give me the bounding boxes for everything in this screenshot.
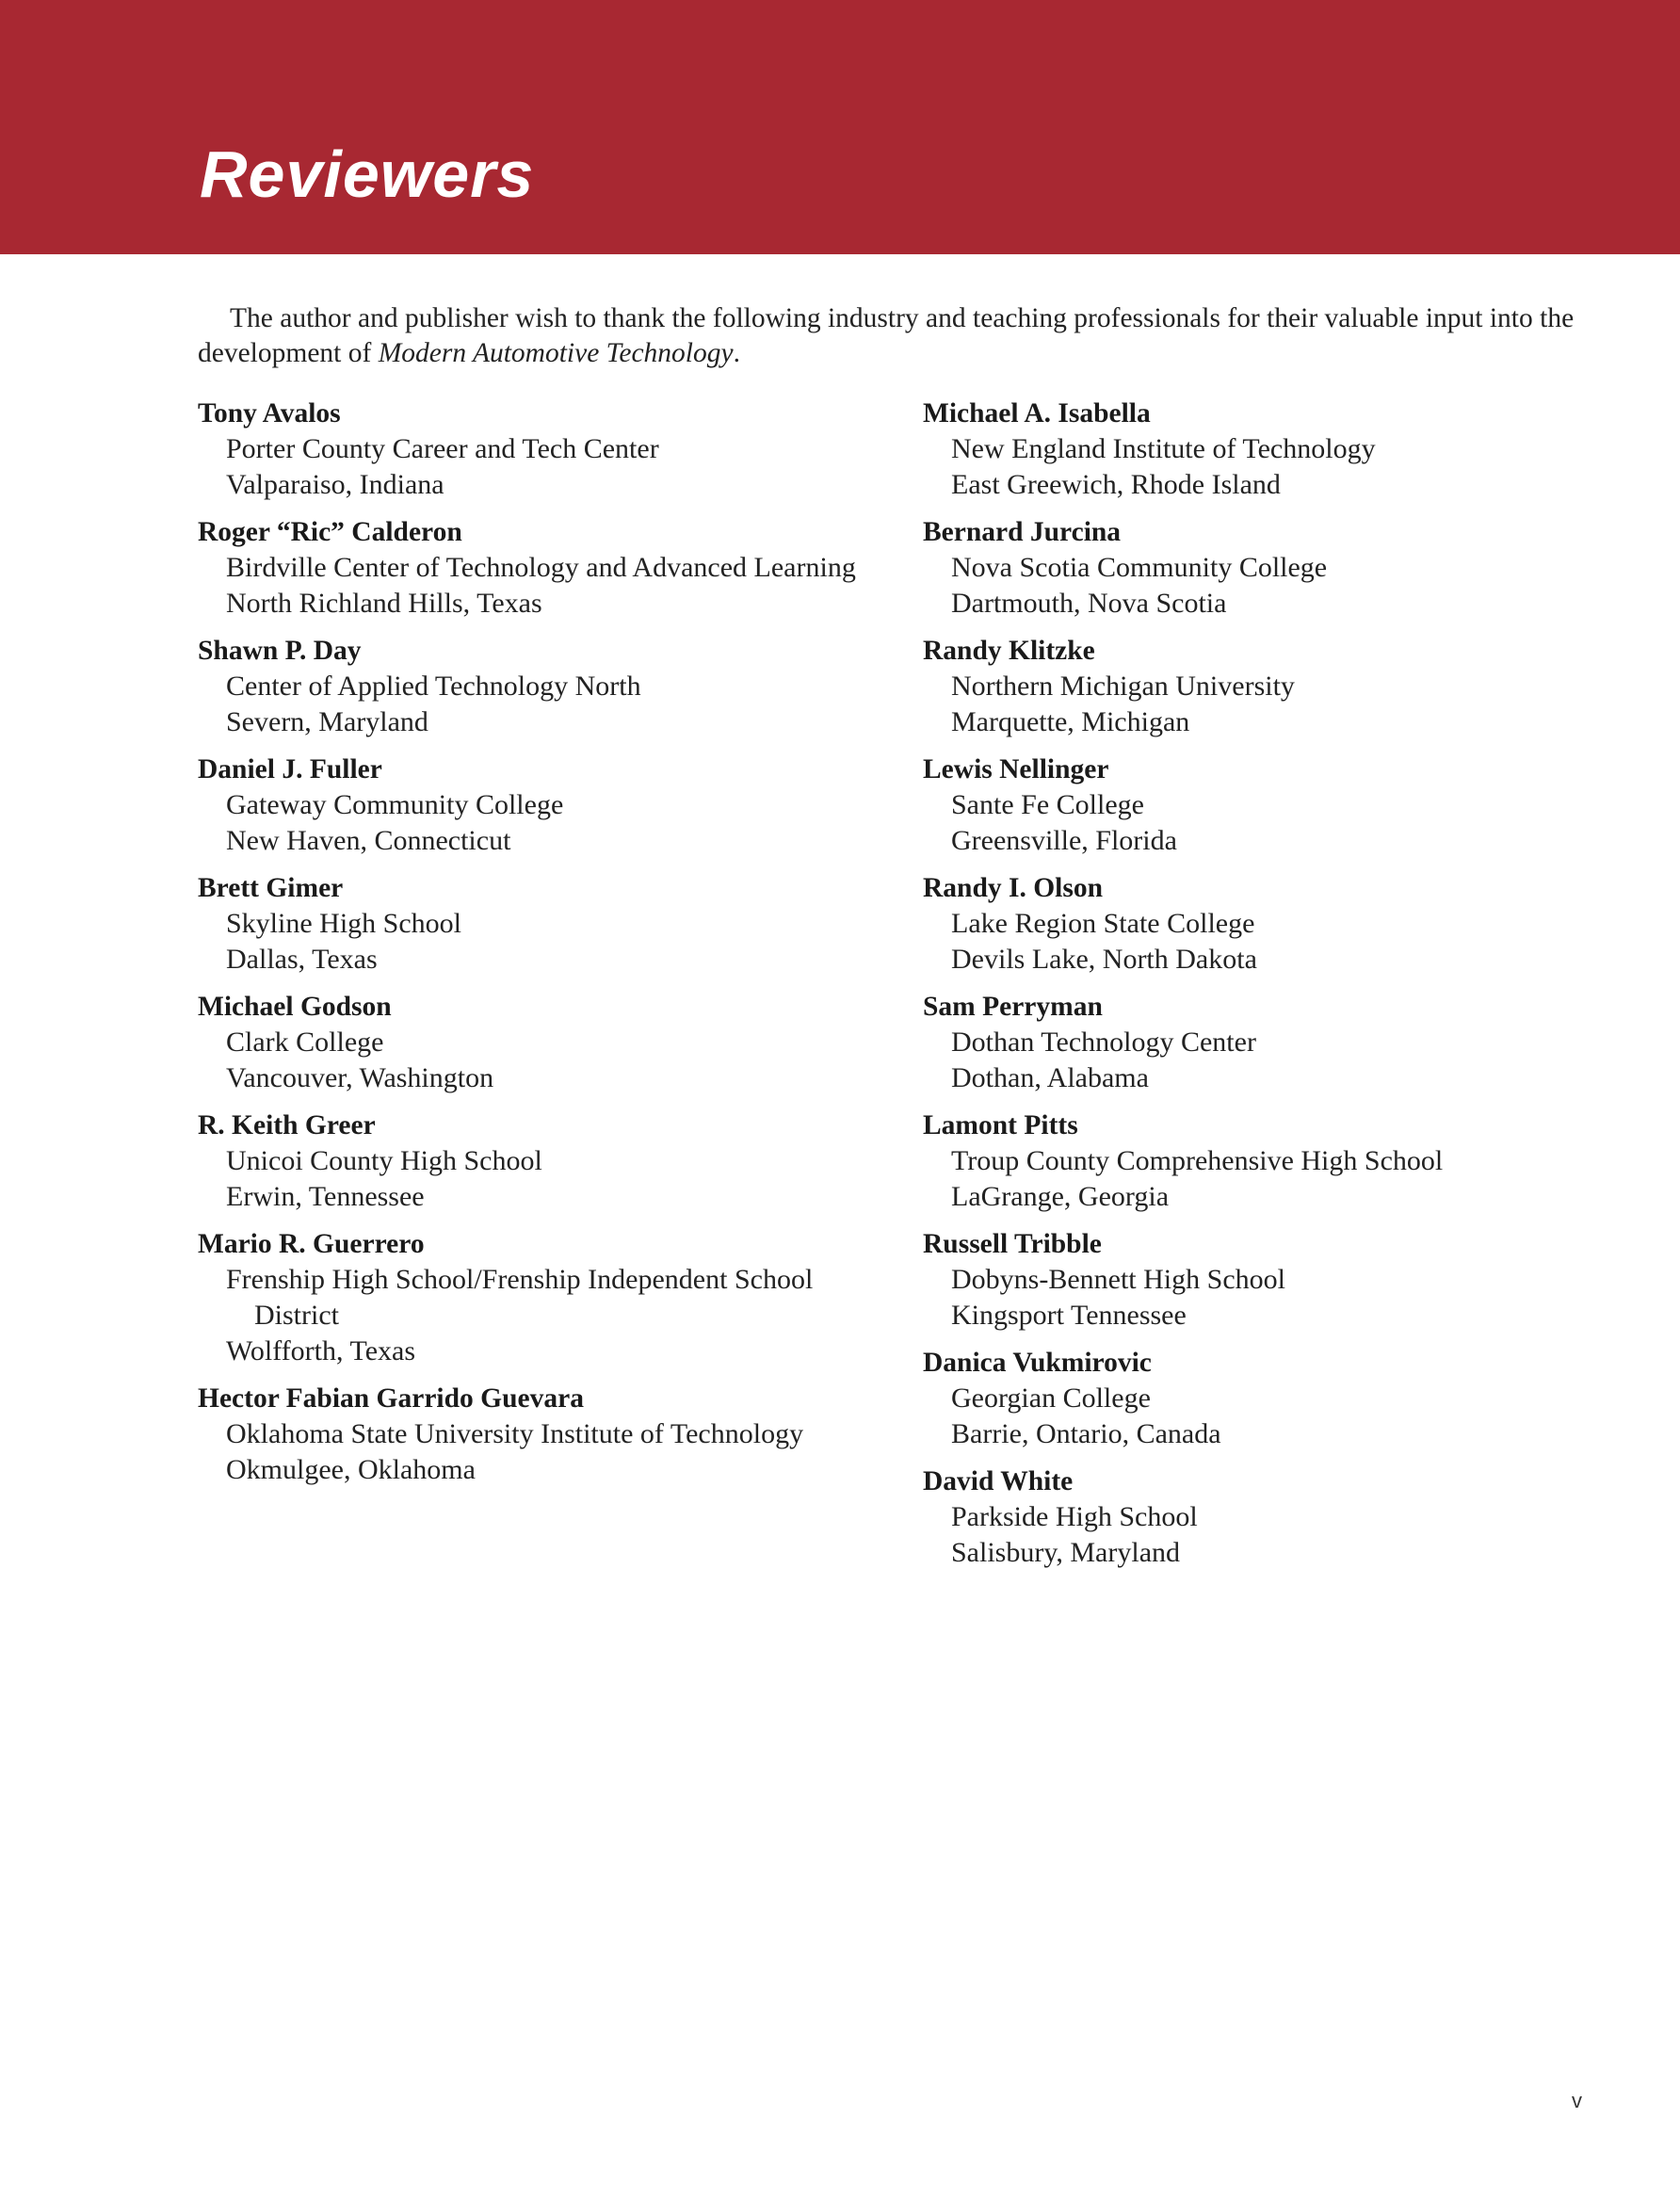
reviewer-location: Devils Lake, North Dakota [951, 944, 1257, 975]
reviewer-entry [923, 396, 1601, 503]
reviewer-name: Randy I. Olson [923, 873, 1104, 903]
intro-paragraph [198, 301, 1582, 371]
reviewer-institution: Porter County Career and Tech Center [226, 433, 659, 464]
reviewer-institution: Skyline High School [226, 908, 462, 939]
reviewer-location: North Richland Hills, Texas [226, 588, 542, 619]
reviewers-right-column [923, 396, 1601, 1582]
reviewer-location: Valparaiso, Indiana [226, 469, 444, 500]
reviewer-institution: Oklahoma State University Institute of Technology [226, 1418, 804, 1449]
reviewer-institution: Gateway Community College [226, 789, 564, 820]
reviewer-entry [198, 1108, 876, 1215]
reviewer-institution: Birdville Center of Technology and Advanced Learning [226, 552, 856, 583]
intro-text-end: . [733, 338, 740, 368]
reviewer-location: Erwin, Tennessee [226, 1181, 425, 1212]
reviewer-institution: Center of Applied Technology North [226, 671, 641, 702]
reviewer-location: Vancouver, Washington [226, 1062, 494, 1093]
reviewer-location: Greensville, Florida [951, 825, 1177, 856]
reviewer-name: Shawn P. Day [198, 636, 362, 666]
reviewer-institution: Frenship High School/Frenship Independent School District [226, 1264, 814, 1331]
reviewer-entry [198, 1381, 876, 1488]
reviewer-name: R. Keith Greer [198, 1110, 376, 1140]
reviewer-location: Dartmouth, Nova Scotia [951, 588, 1227, 619]
reviewer-institution: Nova Scotia Community College [951, 552, 1328, 583]
header-band [0, 0, 1680, 254]
reviewer-institution: Unicoi County High School [226, 1145, 542, 1176]
reviewer-name: Lewis Nellinger [923, 754, 1109, 784]
reviewer-entry [923, 1226, 1601, 1334]
reviewer-location: Severn, Maryland [226, 706, 428, 737]
reviewer-name: Tony Avalos [198, 398, 341, 428]
reviewer-name: David White [923, 1466, 1074, 1496]
reviewer-name: Brett Gimer [198, 873, 344, 903]
intro-text: The author and publisher wish to thank the following industry and teaching professionals for their valuable input into the development of [198, 303, 1575, 368]
reviewer-entry [923, 514, 1601, 622]
reviewer-name: Daniel J. Fuller [198, 754, 382, 784]
reviewer-name: Lamont Pitts [923, 1110, 1078, 1140]
reviewer-name: Sam Perryman [923, 992, 1103, 1022]
page-number: v [1572, 2089, 1582, 2112]
reviewer-entry [923, 752, 1601, 859]
page-title: Reviewers [200, 137, 535, 211]
reviewer-entry [923, 1108, 1601, 1215]
reviewer-name: Randy Klitzke [923, 636, 1095, 666]
reviewer-institution: New England Institute of Technology [951, 433, 1376, 464]
reviewer-institution: Clark College [226, 1027, 384, 1058]
reviewer-entry [198, 396, 876, 503]
reviewer-location: Dallas, Texas [226, 944, 378, 975]
reviewer-name: Hector Fabian Garrido Guevara [198, 1383, 584, 1414]
reviewer-location: New Haven, Connecticut [226, 825, 511, 856]
reviewer-entry [198, 989, 876, 1096]
reviewer-institution: Sante Fe College [951, 789, 1144, 820]
reviewer-entry [923, 1345, 1601, 1452]
reviewer-name: Roger “Ric” Calderon [198, 517, 462, 547]
reviewer-location: Okmulgee, Oklahoma [226, 1454, 476, 1485]
reviewer-institution: Dobyns-Bennett High School [951, 1264, 1285, 1295]
reviewer-entry [923, 989, 1601, 1096]
reviewer-institution: Georgian College [951, 1382, 1151, 1414]
reviewer-institution: Northern Michigan University [951, 671, 1295, 702]
reviewer-entry [923, 1463, 1601, 1571]
book-title: Modern Automotive Technology [378, 338, 734, 368]
reviewer-location: Salisbury, Maryland [951, 1537, 1181, 1568]
reviewer-location: LaGrange, Georgia [951, 1181, 1170, 1212]
reviewer-location: Kingsport Tennessee [951, 1300, 1187, 1331]
reviewer-entry [198, 1226, 876, 1369]
reviewer-name: Bernard Jurcina [923, 517, 1122, 547]
reviewer-location: East Greewich, Rhode Island [951, 469, 1281, 500]
reviewer-entry [198, 752, 876, 859]
reviewer-name: Danica Vukmirovic [923, 1348, 1152, 1378]
reviewer-institution: Troup County Comprehensive High School [951, 1145, 1444, 1176]
reviewer-location: Barrie, Ontario, Canada [951, 1418, 1221, 1449]
reviewer-entry [198, 633, 876, 740]
reviewer-entry [923, 870, 1601, 978]
reviewer-entry [923, 633, 1601, 740]
reviewer-location: Dothan, Alabama [951, 1062, 1149, 1093]
reviewer-name: Russell Tribble [923, 1229, 1102, 1259]
reviewer-institution: Lake Region State College [951, 908, 1255, 939]
reviewer-entry [198, 870, 876, 978]
reviewer-name: Michael A. Isabella [923, 398, 1151, 428]
reviewer-entry [198, 514, 876, 622]
reviewer-location: Wolfforth, Texas [226, 1335, 416, 1366]
reviewer-institution: Dothan Technology Center [951, 1027, 1256, 1058]
reviewer-name: Mario R. Guerrero [198, 1229, 425, 1259]
reviewers-left-column [198, 396, 876, 1499]
reviewer-name: Michael Godson [198, 992, 392, 1022]
reviewer-institution: Parkside High School [951, 1501, 1198, 1532]
reviewer-location: Marquette, Michigan [951, 706, 1190, 737]
